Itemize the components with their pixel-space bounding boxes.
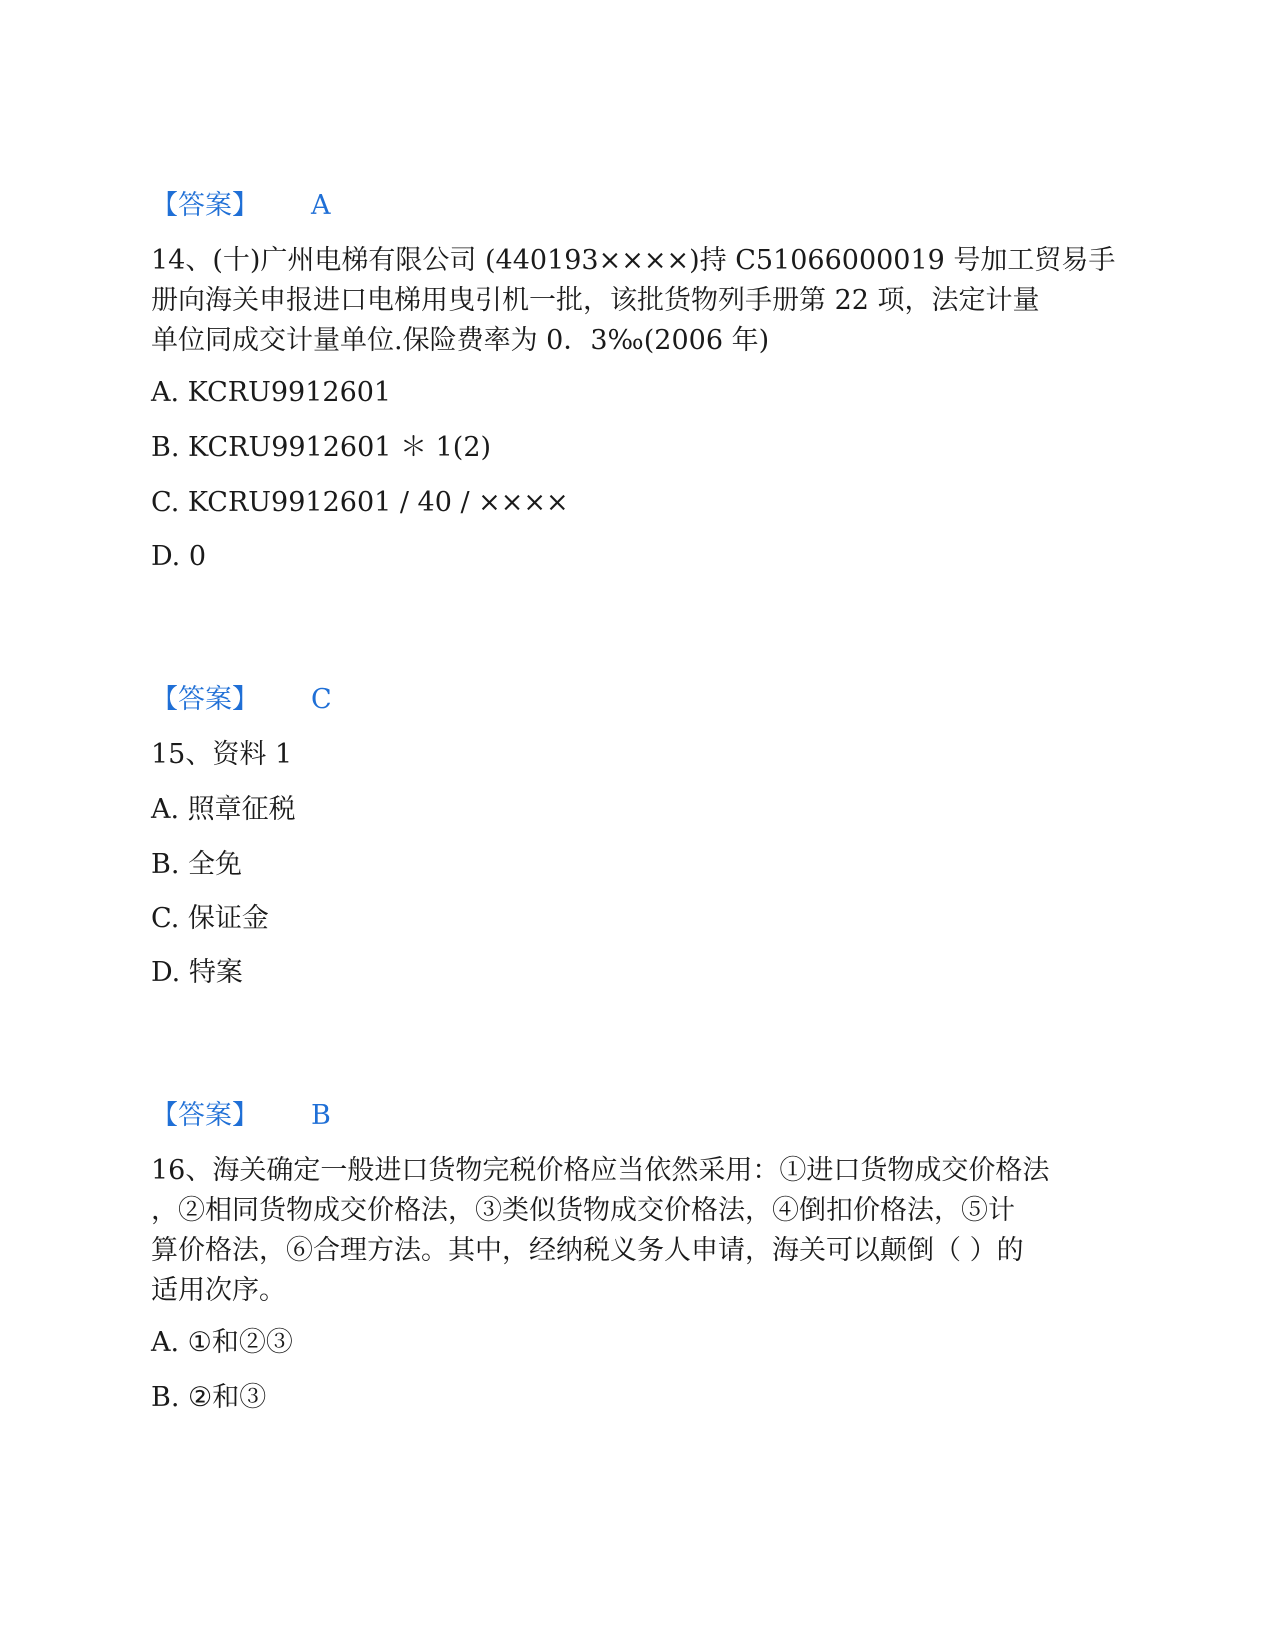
- stem-line: ，②相同货物成交价格法，③类似货物成交价格法，④倒扣价格法，⑤计: [151, 1195, 1015, 1226]
- answer-15: [151, 1096, 331, 1136]
- stem-line: 算价格法，⑥合理方法。其中，经纳税义务人申请，海关可以颠倒（ ）的: [151, 1235, 1024, 1266]
- question-16-stem: [151, 1151, 1126, 1311]
- question-15-option-d: D. 特案: [151, 957, 243, 988]
- answer-13: [151, 186, 331, 226]
- answer-label: 【答案】: [151, 190, 259, 221]
- answer-value: A: [311, 190, 331, 221]
- question-15-option-b: B. 全免: [151, 849, 243, 880]
- stem-line: 单位同成交计量单位.保险费率为 0．3‰(2006 年): [151, 325, 770, 356]
- question-16-option-a: A. ①和②③: [151, 1327, 293, 1358]
- answer-14: [151, 680, 332, 720]
- stem-line: 适用次序。: [151, 1275, 286, 1306]
- question-14-option-d: D. 0: [151, 541, 207, 572]
- answer-label: 【答案】: [151, 1100, 259, 1131]
- answer-label: 【答案】: [151, 684, 259, 715]
- answer-value: C: [311, 684, 332, 715]
- stem-line: 14、(十)广州电梯有限公司 (440193××××)持 C51066000019 号加工贸易手: [151, 245, 1116, 276]
- stem-line: 15、资料 1: [151, 739, 293, 770]
- question-15-stem: [151, 735, 1126, 775]
- question-14-stem: [151, 241, 1126, 361]
- question-14-option-a: A. KCRU9912601: [151, 377, 392, 408]
- stem-line: 16、海关确定一般进口货物完税价格应当依然采用：①进口货物成交价格法: [151, 1155, 1050, 1186]
- question-15-option-c: C. 保证金: [151, 903, 269, 934]
- question-14-option-c: C. KCRU9912601 / 40 / ××××: [151, 487, 569, 518]
- question-16-option-b: B. ②和③: [151, 1382, 267, 1413]
- answer-value: B: [311, 1100, 331, 1131]
- question-15-option-a: A. 照章征税: [151, 794, 296, 825]
- stem-line: 册向海关申报进口电梯用曳引机一批，该批货物列手册第 22 项，法定计量: [151, 285, 1040, 316]
- question-14-option-b: B. KCRU9912601 ＊ 1(2): [151, 432, 492, 463]
